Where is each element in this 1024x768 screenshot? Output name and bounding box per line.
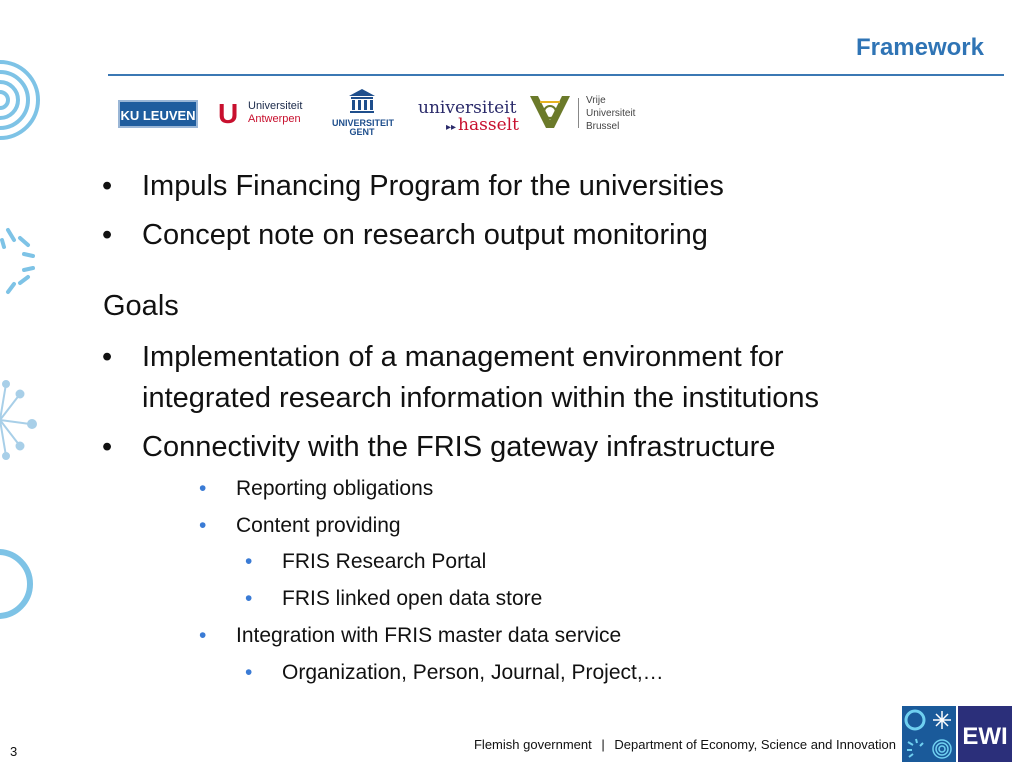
university-logos: [118, 88, 658, 138]
network-nodes-icon: [0, 381, 36, 459]
vub-divider: [578, 98, 579, 128]
sub-text: Integration with FRIS master data service: [236, 624, 622, 647]
ewi-logo: [902, 706, 1012, 762]
footer-dept: Department of Economy, Science and Innovation: [614, 737, 896, 752]
gent-building-icon: [347, 88, 377, 114]
hasselt-logo: [418, 98, 519, 135]
vub-logo: [526, 92, 656, 134]
bullet-text: Concept note on research output monitoring: [142, 219, 708, 251]
radial-dashes-icon: [2, 230, 33, 292]
sub-sub-item: [245, 587, 543, 611]
ring-icon: [0, 552, 30, 616]
bullet-dot-icon: •: [102, 170, 113, 202]
bullet-dot-icon: •: [245, 587, 253, 610]
title-rule: [108, 74, 1004, 76]
antwerpen-line2: Antwerpen: [248, 113, 301, 125]
left-decoration: [0, 40, 60, 640]
footer-org: Flemish government: [473, 737, 592, 752]
goal-text-line2: integrated research information within the institutions: [142, 382, 820, 414]
bullet-dot-icon: •: [102, 431, 113, 463]
vub-line3: Brussel: [586, 121, 620, 132]
ku-leuven-logo: KU LEUVEN: [118, 100, 198, 128]
antwerpen-logo: [218, 96, 308, 132]
antwerpen-mark-icon: U: [218, 98, 239, 129]
goal-text-line1: Implementation of a management environment for: [142, 341, 784, 373]
bullet-dot-icon: •: [102, 341, 113, 373]
vub-line2: Universiteit: [586, 108, 636, 119]
goal-item: [102, 337, 784, 378]
sub-item: [199, 624, 622, 648]
sub-text: Content providing: [236, 514, 401, 537]
slide-title: Framework: [855, 34, 984, 61]
gent-line1: UNIVERSITEIT: [332, 118, 395, 128]
sub-item: [199, 514, 401, 538]
gent-line2: GENT: [349, 127, 375, 137]
goals-heading: Goals: [103, 290, 179, 322]
bullet-dot-icon: •: [102, 219, 113, 251]
sub-sub-text: Organization, Person, Journal, Project,…: [282, 661, 664, 684]
ewi-logo-text: EWI: [962, 723, 1008, 750]
goal-item: [102, 427, 776, 468]
vub-line1: Vrije: [586, 95, 606, 106]
footer-text: [474, 737, 896, 752]
goal-text: Connectivity with the FRIS gateway infrastructure: [142, 431, 776, 463]
sub-sub-item: [245, 550, 487, 574]
sub-sub-text: FRIS linked open data store: [282, 587, 543, 610]
concentric-rings-icon: [0, 62, 38, 138]
bullet-dot-icon: •: [245, 661, 253, 684]
bullet-item: [102, 215, 708, 256]
sub-text: Reporting obligations: [236, 477, 434, 500]
hasselt-line1: universiteit: [418, 98, 517, 118]
bullet-item: [102, 166, 724, 207]
sub-sub-text: FRIS Research Portal: [282, 550, 487, 573]
hasselt-line2: ▸▸ hasselt: [446, 115, 519, 135]
footer-separator: |: [601, 737, 605, 752]
bullet-dot-icon: •: [199, 624, 207, 647]
gent-logo: [332, 88, 395, 137]
page-number: 3: [10, 744, 18, 759]
bullet-dot-icon: •: [199, 477, 207, 500]
bullet-dot-icon: •: [199, 514, 207, 537]
sub-item: [199, 477, 434, 501]
antwerpen-line1: Universiteit: [248, 100, 303, 112]
bullet-text: Impuls Financing Program for the universities: [142, 170, 724, 202]
sub-sub-item: [245, 661, 664, 685]
bullet-dot-icon: •: [245, 550, 253, 573]
goal-item-continuation: [142, 378, 819, 419]
vub-emblem-icon: [526, 92, 574, 134]
